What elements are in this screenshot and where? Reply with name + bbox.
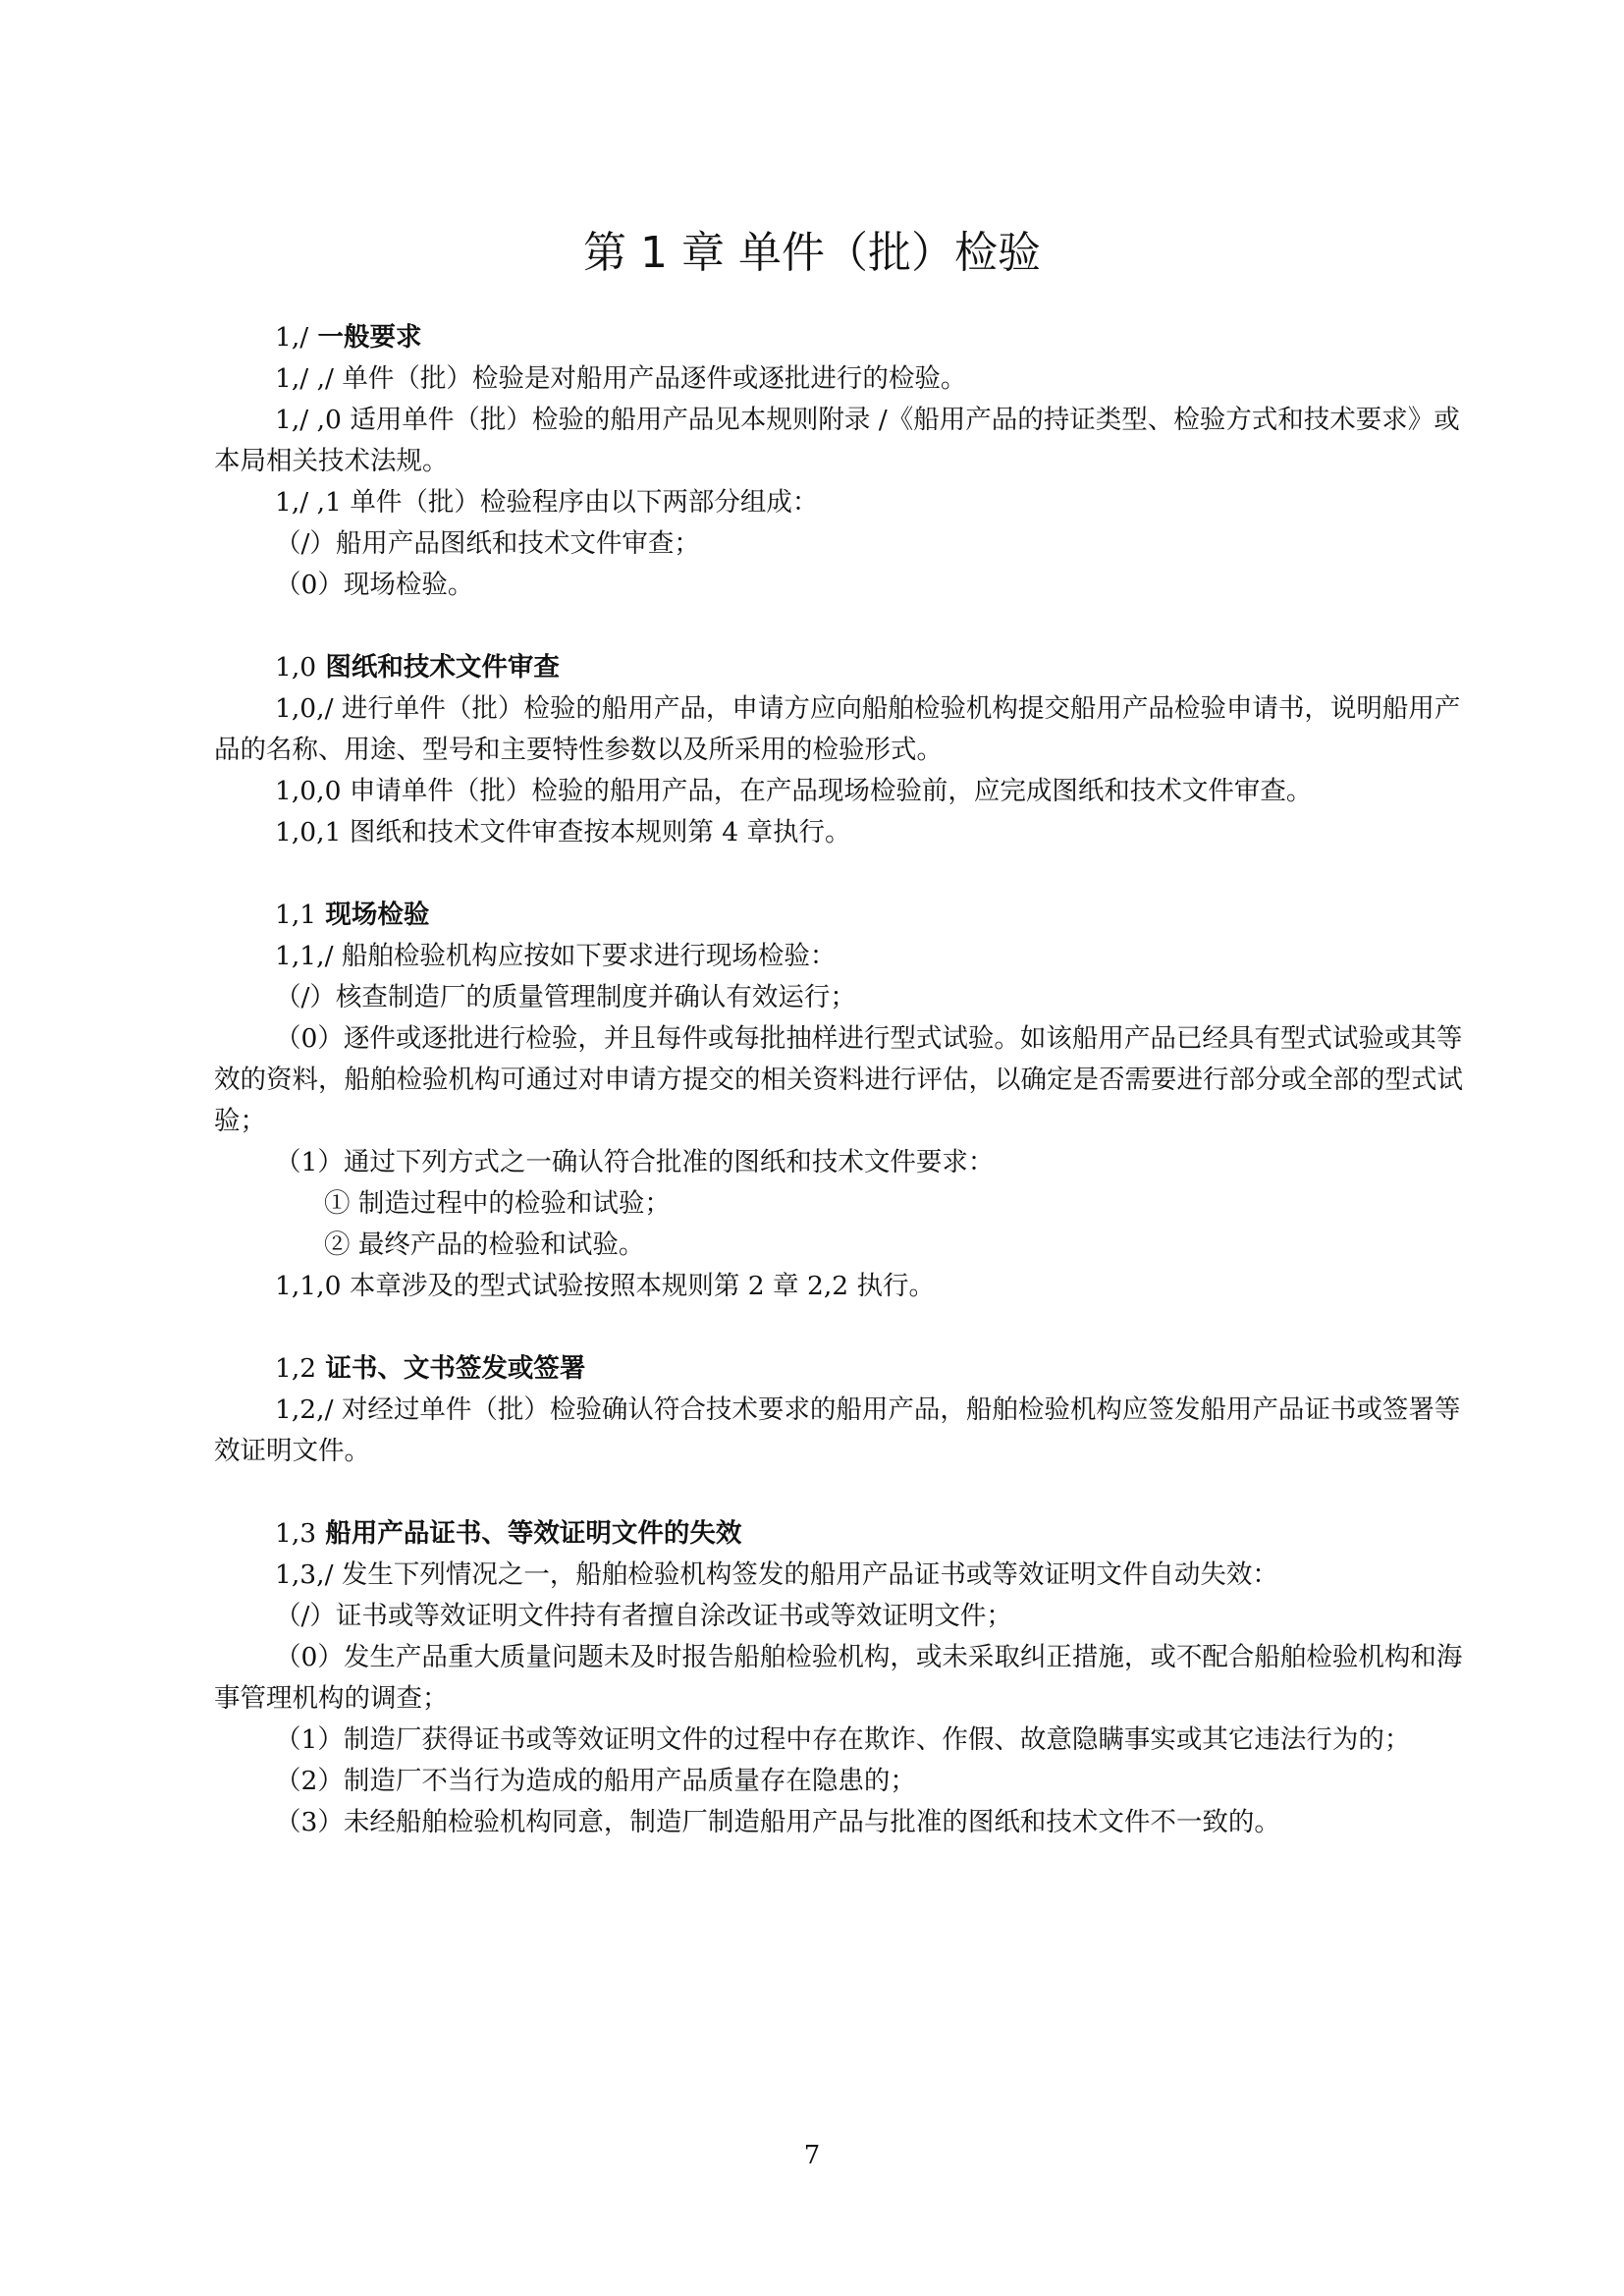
document-body bbox=[214, 317, 1471, 1843]
list-item: （1）制造厂获得证书或等效证明文件的过程中存在欺诈、作假、故意隐瞒事实或其它违法行为的； bbox=[275, 1724, 1411, 1755]
paragraph: 1,/ ,1 单件（批）检验程序由以下两部分组成： bbox=[275, 487, 819, 518]
chapter-title: 第 1 章 单件（批）检验 bbox=[583, 228, 1041, 278]
section-title: 现场检验 bbox=[325, 900, 430, 930]
section-title: 船用产品证书、等效证明文件的失效 bbox=[325, 1518, 742, 1549]
section-number: 1,3 bbox=[275, 1518, 317, 1549]
list-item: （0）逐件或逐批进行检验，并且每件或每批抽样进行型式试验。如该船用产品已经具有型式试验或其等效的资料，船舶检验机构可通过对申请方提交的相关资料进行评估，以确定是否需要进行部分或全部的型式试验； bbox=[214, 1023, 1463, 1136]
paragraph: 1,/ ,/ 单件（批）检验是对船用产品逐件或逐批进行的检验。 bbox=[275, 363, 967, 394]
section-number: 1,2 bbox=[275, 1353, 317, 1384]
list-item: （/）证书或等效证明文件持有者擅自涂改证书或等效证明文件； bbox=[275, 1601, 1012, 1631]
paragraph: 1,0,1 图纸和技术文件审查按本规则第 4 章执行。 bbox=[275, 817, 851, 847]
section-title: 证书、文书签发或签署 bbox=[325, 1353, 586, 1384]
list-item: （3）未经船舶检验机构同意，制造厂制造船用产品与批准的图纸和技术文件不一致的。 bbox=[275, 1807, 1280, 1837]
section-gap bbox=[214, 606, 1471, 647]
section-gap bbox=[214, 1307, 1471, 1348]
paragraph: 1,3,/ 发生下列情况之一，船舶检验机构签发的船用产品证书或等效证明文件自动失效： bbox=[275, 1559, 1278, 1590]
list-item: （0）发生产品重大质量问题未及时报告船舶检验机构，或未采取纠正措施，或不配合船舶检验机构和海事管理机构的调查； bbox=[214, 1642, 1463, 1714]
section-heading bbox=[214, 647, 1471, 688]
section-heading bbox=[214, 1513, 1471, 1555]
sub-list-item: ② 最终产品的检验和试验。 bbox=[324, 1230, 645, 1260]
page-number: 7 bbox=[803, 2141, 821, 2170]
paragraph: 1,0,0 申请单件（批）检验的船用产品，在产品现场检验前，应完成图纸和技术文件审查。 bbox=[275, 776, 1313, 806]
list-item: （/）船用产品图纸和技术文件审查； bbox=[275, 528, 700, 559]
list-item: （/）核查制造厂的质量管理制度并确认有效运行； bbox=[275, 982, 856, 1012]
paragraph: 1,1,/ 船舶检验机构应按如下要求进行现场检验： bbox=[275, 941, 837, 971]
section-number: 1,1 bbox=[275, 900, 317, 930]
list-item: （0）现场检验。 bbox=[275, 570, 474, 600]
section-gap bbox=[214, 853, 1471, 895]
paragraph: 1,1,0 本章涉及的型式试验按照本规则第 2 章 2,2 执行。 bbox=[275, 1271, 936, 1301]
section-heading bbox=[214, 895, 1471, 936]
section-number: 1,0 bbox=[275, 652, 317, 683]
list-item: （2）制造厂不当行为造成的船用产品质量存在隐患的； bbox=[275, 1766, 916, 1796]
section-gap bbox=[214, 1472, 1471, 1513]
section-number: 1,/ bbox=[275, 322, 309, 353]
section-heading bbox=[214, 317, 1471, 358]
paragraph: 1,0,/ 进行单件（批）检验的船用产品，申请方应向船舶检验机构提交船用产品检验申请书，说明船用产品的名称、用途、型号和主要特性参数以及所采用的检验形式。 bbox=[214, 693, 1461, 765]
list-item: （1）通过下列方式之一确认符合批准的图纸和技术文件要求： bbox=[275, 1147, 995, 1177]
sub-list-item: ① 制造过程中的检验和试验； bbox=[324, 1188, 671, 1219]
section-title: 图纸和技术文件审查 bbox=[325, 652, 560, 683]
paragraph: 1,/ ,0 适用单件（批）检验的船用产品见本规则附录 /《船用产品的持证类型、检验方式和技术要求》或本局相关技术法规。 bbox=[214, 405, 1460, 476]
section-heading bbox=[214, 1348, 1471, 1390]
paragraph: 1,2,/ 对经过单件（批）检验确认符合技术要求的船用产品，船舶检验机构应签发船用产品证书或签署等效证明文件。 bbox=[214, 1394, 1461, 1466]
section-title: 一般要求 bbox=[317, 322, 422, 353]
